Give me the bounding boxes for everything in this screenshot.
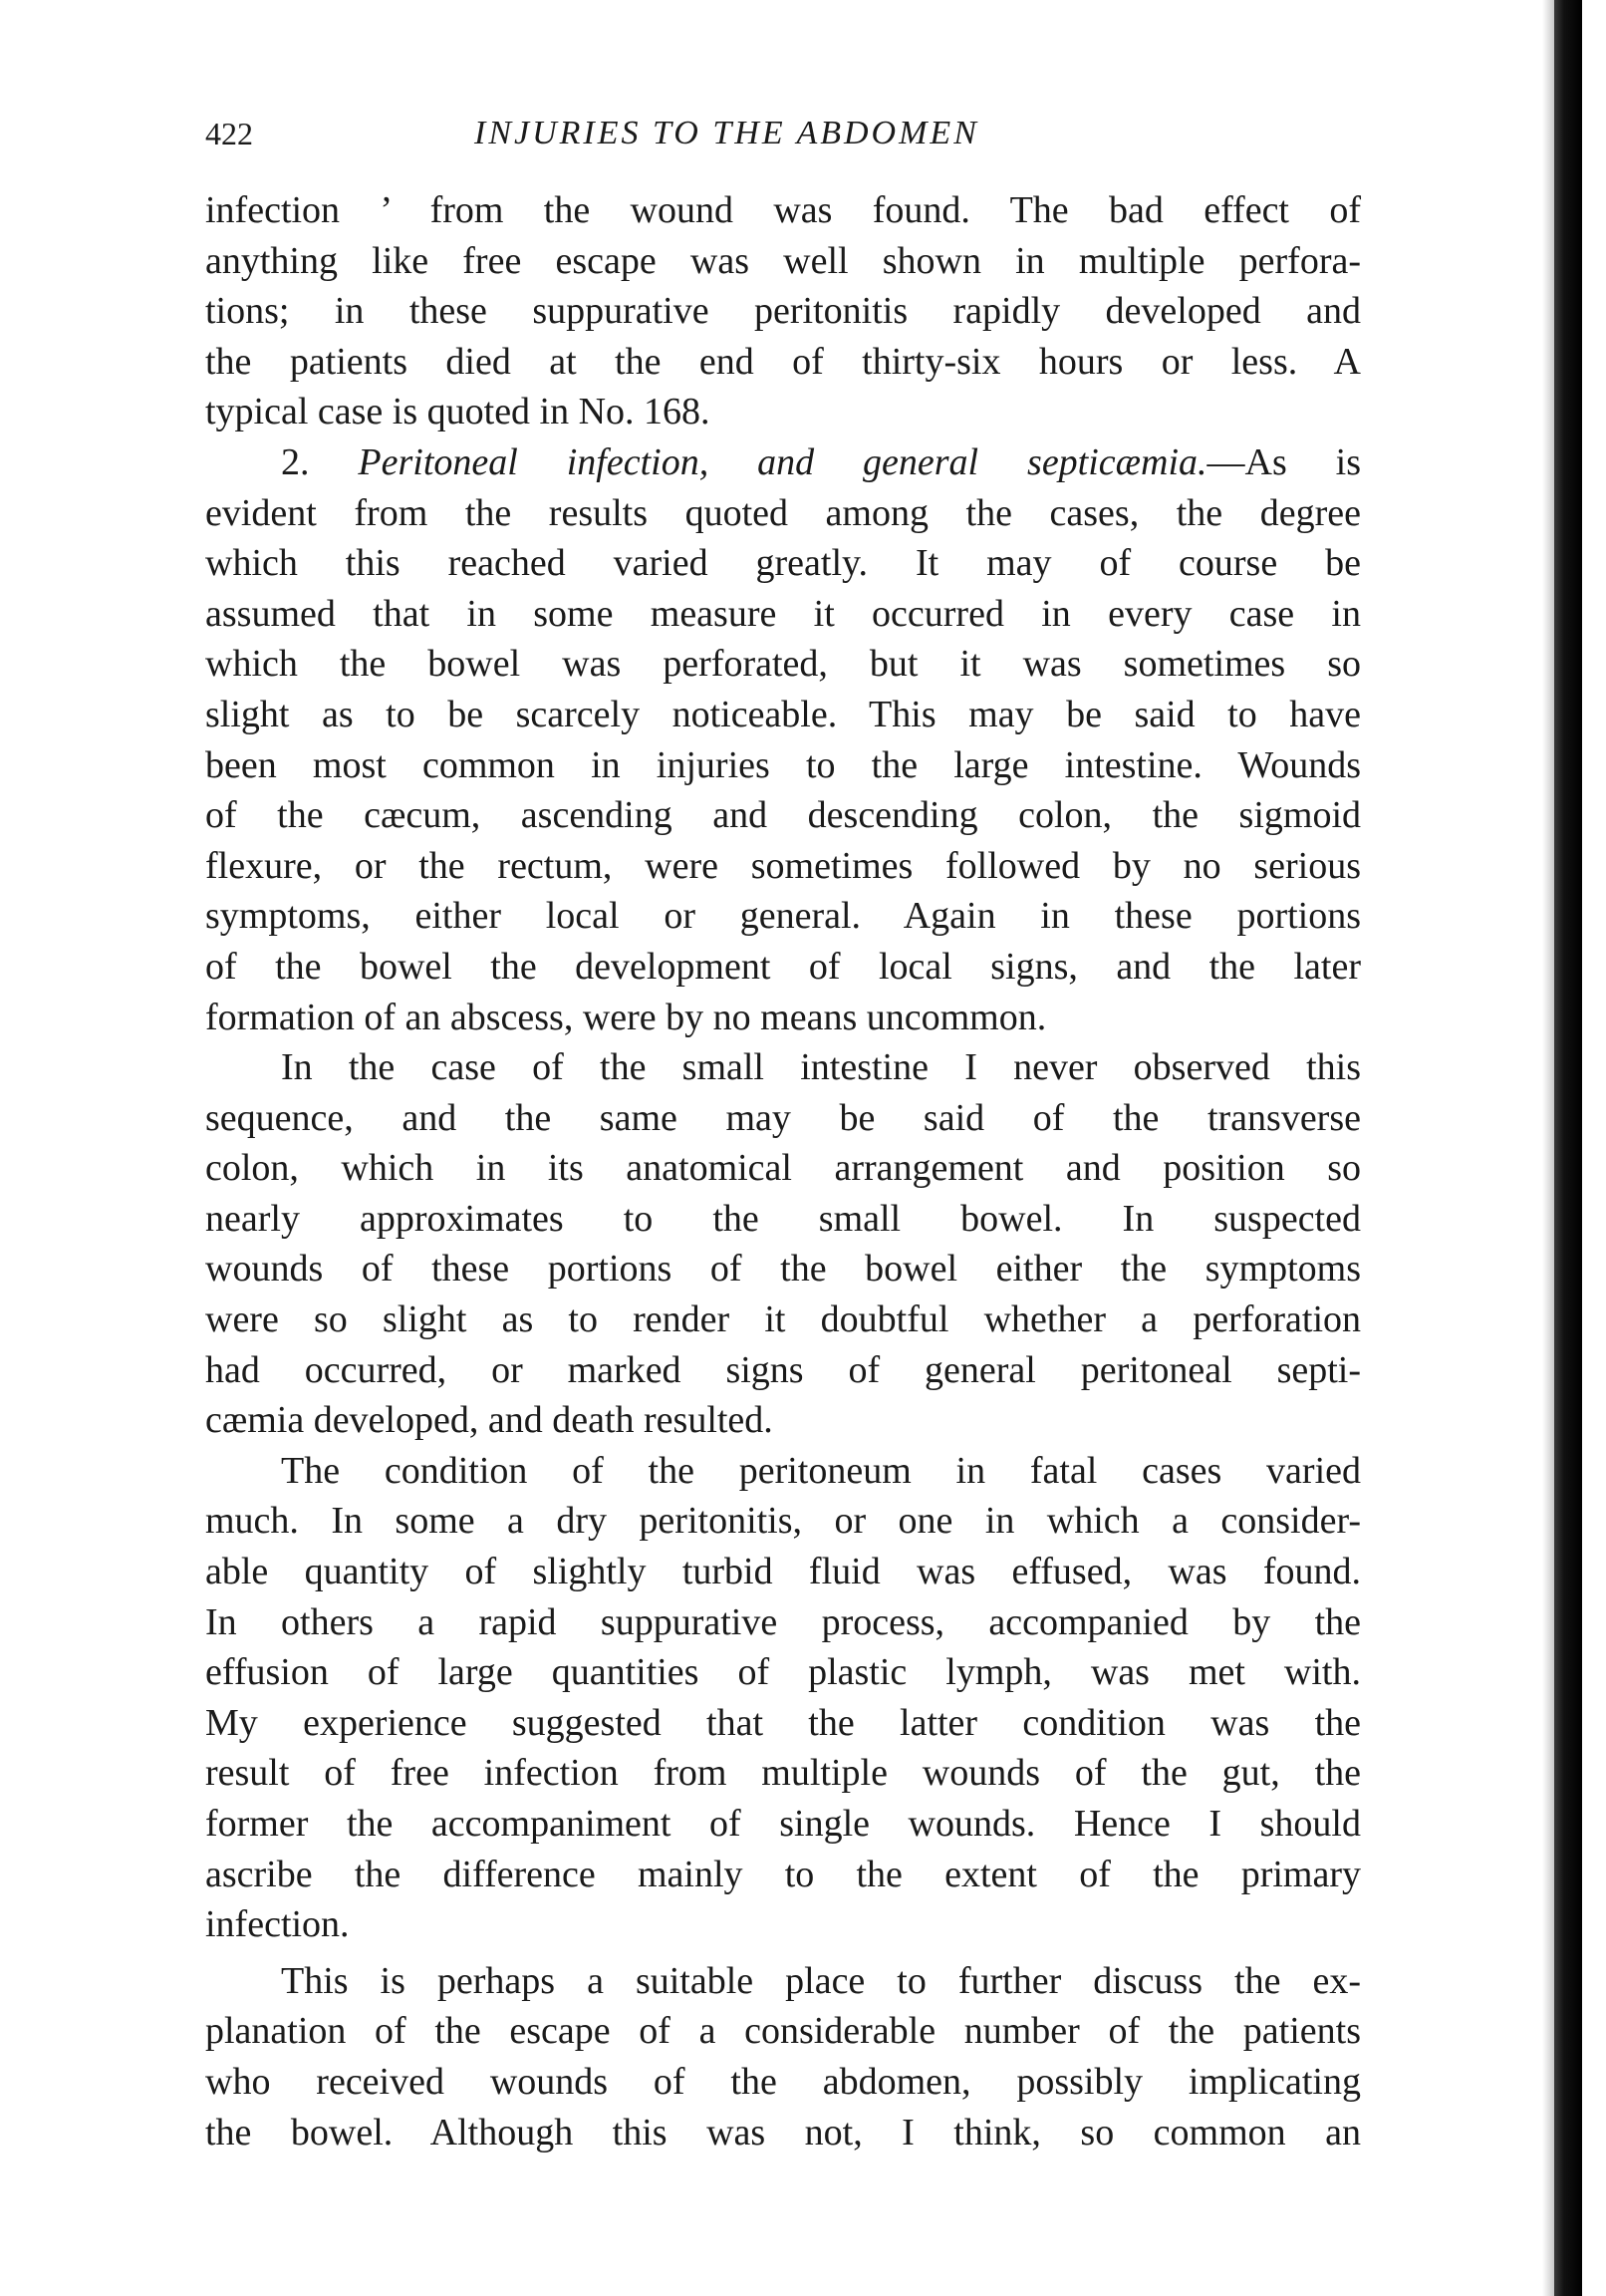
text-line: effusion of large quantities of plastic lymph, was met with. [205,1651,1361,1694]
text-line: The condition of the peritoneum in fatal cases varied [281,1449,1361,1492]
text-line: This is perhaps a suitable place to further discuss the ex- [281,1959,1361,2002]
text-line: In the case of the small intestine I never observed this [281,1046,1361,1089]
text-line: colon, which in its anatomical arrangement and position so [205,1147,1361,1190]
text-line: who received wounds of the abdomen, possibly implicating [205,2060,1361,2103]
text-line: had occurred, or marked signs of general peritoneal septi- [205,1348,1361,1391]
text-line: wounds of these portions of the bowel either the symptoms [205,1248,1361,1291]
text-line: evident from the results quoted among the cases, the degree [205,491,1361,534]
page-number: 422 [205,116,253,151]
text-line: which this reached varied greatly. It may of course be [205,542,1361,585]
text-line: assumed that in some measure it occurred in every case in [205,592,1361,635]
text-line: formation of an abscess, were by no means uncommon. [205,996,1047,1038]
section-heading: Peritoneal infection, and general septicæmia. [358,440,1207,483]
section-heading-line [205,437,1361,488]
running-head: INJURIES TO THE ABDOMEN [474,115,979,151]
text-line: the patients died at the end of thirty-six hours or less. A [205,340,1361,383]
book-binding-edge [1554,0,1582,2296]
text-line: able quantity of slightly turbid fluid was effused, was found. [205,1551,1361,1593]
text-line: My experience suggested that the latter condition was the [205,1701,1361,1744]
text-line: In others a rapid suppurative process, accompanied by the [205,1600,1361,1643]
text-line: slight as to be scarcely noticeable. This may be said to have [205,693,1361,735]
text-line: typical case is quoted in No. 168. [205,391,710,433]
section-number: 2. [281,440,310,483]
paragraph [205,1042,1361,1446]
text-line: of the cæcum, ascending and descending colon, the sigmoid [205,794,1361,837]
text-line: planation of the escape of a considerable number of the patients [205,2010,1361,2053]
paragraph [205,1446,1361,1950]
text-line: sequence, and the same may be said of the transverse [205,1096,1361,1139]
paragraph-peritoneal-infection [205,437,1361,1042]
text-line: infection ’ from the wound was found. The bad effect of [205,189,1361,231]
text-line: nearly approximates to the small bowel. In suspected [205,1197,1361,1240]
text-line: were so slight as to render it doubtful whether a perforation [205,1298,1361,1341]
section-heading-tail: —As is [1206,440,1362,483]
text-line: been most common in injuries to the large intestine. Wounds [205,743,1361,786]
text-line: infection. [205,1903,350,1946]
page-header [205,110,1361,157]
text-line: which the bowel was perforated, but it was sometimes so [205,643,1361,686]
text-line: the bowel. Although this was not, I think, so common an [205,2111,1361,2153]
text-line: ascribe the difference mainly to the extent of the primary [205,1853,1361,1895]
body-text [205,185,1361,2157]
text-line: cæmia developed, and death resulted. [205,1399,773,1442]
text-line: much. In some a dry peritonitis, or one in which a consider- [205,1500,1361,1543]
text-line: symptoms, either local or general. Again in these portions [205,895,1361,938]
text-line: anything like free escape was well shown in multiple perfora- [205,239,1361,282]
paragraph [205,1956,1361,2157]
paragraph [205,185,1361,437]
text-line: former the accompaniment of single wounds. Hence I should [205,1803,1361,1845]
text-line: tions; in these suppurative peritonitis rapidly developed and [205,290,1361,333]
text-line: flexure, or the rectum, were sometimes followed by no serious [205,844,1361,887]
text-line: of the bowel the development of local signs, and the later [205,945,1361,988]
text-line: result of free infection from multiple wounds of the gut, the [205,1752,1361,1795]
